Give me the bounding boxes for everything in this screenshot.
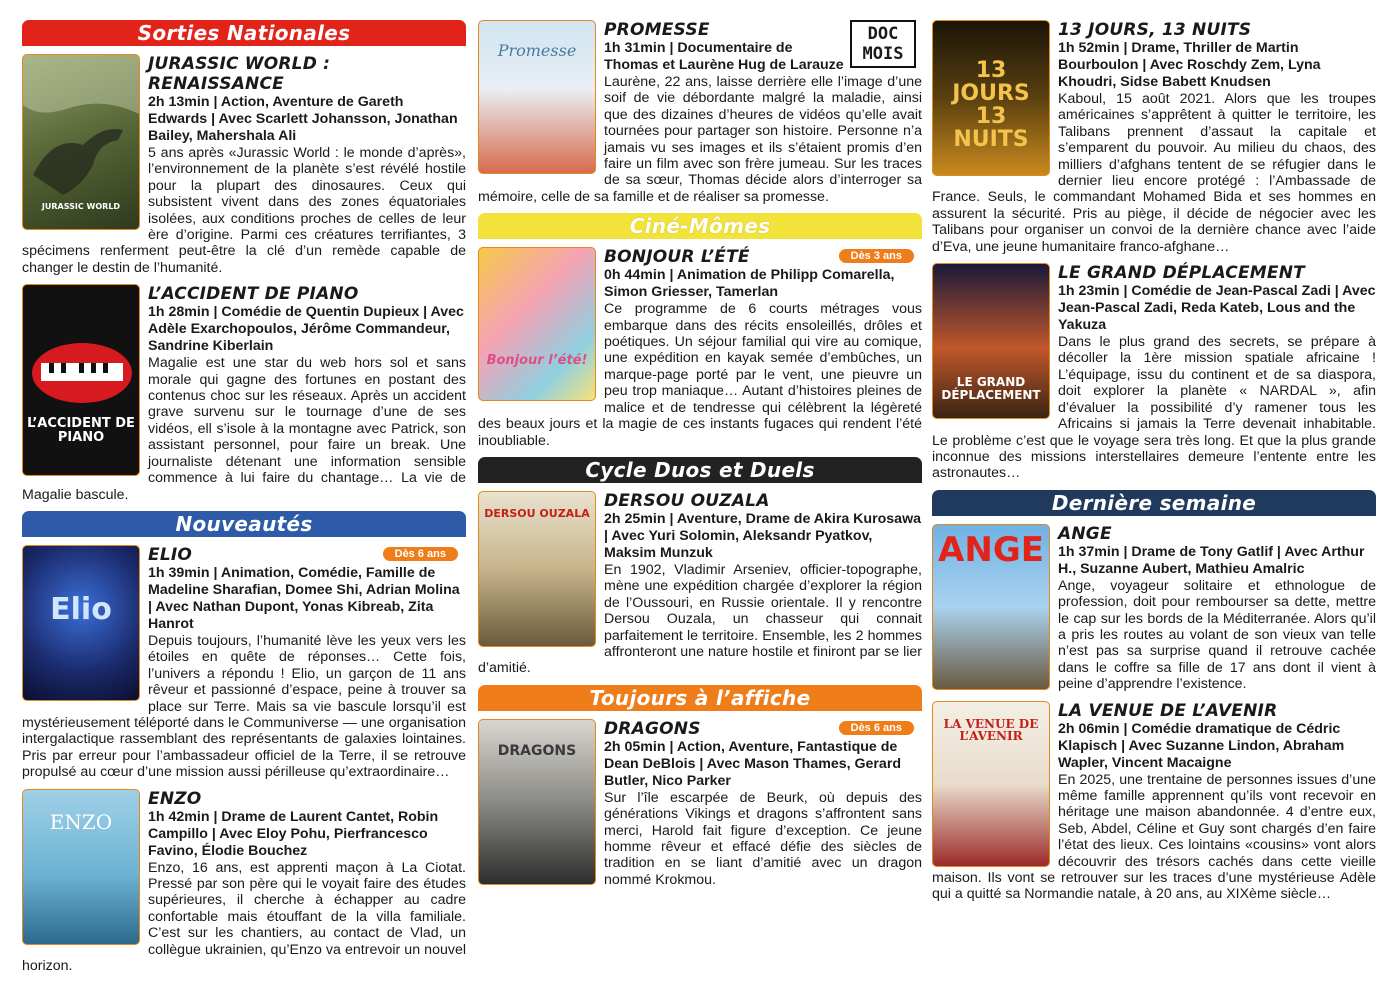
movie-meta: 1h 23min | Comédie de Jean-Pascal Zadi | Avec Jean-Pascal Zadi, Reda Kateb, Lous and the Yakuza — [1058, 283, 1376, 334]
movie-title: DERSOU OUZALA — [604, 490, 770, 511]
poster-jurassic — [22, 54, 140, 230]
movie-synopsis: Kaboul, 15 août 2021. Alors que les troupes américaines s’apprêtent à quitter le territoire, les Talibans prennent d’assaut la capitale et s’emparent du pouvoir. Au milieu du chaos, des milliers d’afghans tentent de se réfugier dans le dernier lieu encore protégé : l’Ambassade de France. Seuls, le commandant Mohamed Bida et ses hommes en assurent la sécurité. Pris au piège, il décide de négocier avec les Talibans pour organiser un convoi de la dernière chance avec l’aide d’Eva, une jeune humanitaire franco-afghane… — [932, 91, 1376, 255]
movie-synopsis: En 2025, une trentaine de personnes issues d’une même famille apprennent qu’ils vont recevoir en héritage une maison abandonnée. 4 d’entre eux, Seb, Abdel, Céline et Guy sont chargés d’en faire l’état des lieux. Ces lointains «cousins» vont alors découvrir des trésors cachés dans cette vieille maison. Ils vont se retrouver sur les traces d’une mystérieuse Adèle qui a quitté sa Normandie natale, à 20 ans, au XIXème siècle… — [932, 771, 1376, 903]
movie-dersou — [478, 491, 922, 677]
poster-elio — [22, 545, 140, 701]
movie-synopsis: Depuis toujours, l’humanité lève les yeux vers les étoiles en quête de réponses… Cette fois, l’univers a répondu ! Elio, un garçon de 11 ans rêveur et passionné d’espace, peine à trouver sa place sur Terre. Mais sa vie bascule lorsqu’il est mystérieusement téléporté dans le Communiverse — une organisation intergalactique rassemblant des représentants de galaxies lointaines. Pris par erreur pour l’ambassadeur officiel de la Terre, il se retrouve propulsé au cœur d’une mission aussi périlleuse qu’extraordinaire… — [22, 632, 466, 781]
movie-title: BONJOUR L’ÉTÉ — [604, 247, 750, 268]
poster-13jours — [932, 20, 1050, 176]
age-badge: Dès 3 ans — [839, 249, 914, 263]
movie-title: ENZO — [148, 788, 202, 809]
poster-title: ENZO — [49, 809, 113, 834]
poster-dersou — [478, 491, 596, 647]
age-badge: Dès 6 ans — [839, 721, 914, 735]
movie-title: ELIO — [148, 544, 193, 565]
movie-jurassic — [22, 54, 466, 276]
movie-piano — [22, 284, 466, 503]
column-right — [932, 20, 1376, 911]
poster-bonjour — [478, 247, 596, 401]
poster-title: LA VENUE DE L’AVENIR — [943, 716, 1039, 744]
poster-title: DERSOU OUZALA — [484, 506, 590, 520]
poster-title: Elio — [50, 591, 112, 627]
movie-meta: 1h 52min | Drame, Thriller de Martin Bourboulon | Avec Roschdy Zem, Lyna Khoudri, Sidse Babett Knudsen — [1058, 40, 1321, 90]
section-banner-cinememes: Ciné-Mômes — [478, 213, 922, 239]
age-badge: Dès 6 ans — [383, 547, 458, 561]
poster-title: JURASSIC WORLD — [41, 201, 121, 211]
movie-promesse — [478, 20, 922, 205]
movie-enzo — [22, 789, 466, 975]
movie-venue — [932, 701, 1376, 903]
section-banner-cycle: Cycle Duos et Duels — [478, 457, 922, 483]
movie-synopsis: En 1902, Vladimir Arseniev, officier-topographe, mène une expédition chargée d’explorer la région de l’Oussouri, en Russie orientale. Il y rencontre Dersou Ouzala, un chasseur qui connait parfaitement le territoire. Ensemble, les 2 hommes affronteront une nature hostile et finiront par se lier d’amitié. — [478, 561, 922, 677]
poster-promesse — [478, 20, 596, 174]
movie-title: LE GRAND DÉPLACEMENT — [1058, 263, 1305, 284]
poster-piano — [22, 284, 140, 476]
movie-title: LA VENUE DE L’AVENIR — [1058, 700, 1278, 721]
movie-meta: 1h 31min | Documentaire de Thomas et Laurène Hug de Larauze — [604, 40, 844, 73]
movie-synopsis: Enzo, 16 ans, est apprenti maçon à La Ciotat. Pressé par son père qui le voyait faire des études supérieures, il cherche à échapper au cadre confortable mais étouffant de la villa familiale. C’est sur les chantiers, au contact de Vlad, un collègue ukrainien, qu’Enzo va entrevoir un nouvel horizon. — [22, 859, 466, 974]
poster-title: 13 JOURS 13 NUITS — [952, 58, 1030, 153]
movie-meta: 1h 37min | Drame de Tony Gatlif | Avec Arthur H., Suzanne Aubert, Mathieu Amalric — [1058, 543, 1365, 577]
movie-title: DRAGONS — [604, 718, 701, 739]
poster-title: L’ACCIDENT DE PIANO — [27, 416, 135, 445]
movie-ange — [932, 524, 1376, 693]
poster-title: LE GRAND DÉPLACEMENT — [941, 375, 1041, 402]
section-banner-derniere: Dernière semaine — [932, 490, 1376, 516]
movie-title: L’ACCIDENT DE PIANO — [148, 284, 359, 305]
poster-ange — [932, 524, 1050, 690]
movie-synopsis: Laurène, 22 ans, laisse derrière elle l’image d’une soif de vie débordante malgré la maladie, ainsi que des dizaines d’heures de vidéos qu’elle avait tournées pour partager son histoire. Personne n’a jamais vu ses images et ils s’étaient promis d’en faire un film avec son frère jumeau. Sur les traces de sa sœur, Thomas décide alors d’interroger sa mémoire, celle de sa famille et de réaliser sa promesse. — [478, 74, 922, 205]
doc-du-mois-logo — [850, 20, 916, 68]
movie-meta: 0h 44min | Animation de Philipp Comarella, Simon Griesser, Tamerlan — [604, 267, 895, 301]
movie-synopsis: Magalie est une star du web hors sol et sans morale qui gagne des fortunes en postant des contenus choc sur les réseaux. Après un accident grave survenu sur le tournage d’une de ses vidéos, ell s’isole à la montagne avec Patrick, son assistant personnel, pour faire un break. Une journaliste détenant une information sensible commence à lui faire du chantage… La vie de Magalie bascule. — [22, 355, 466, 503]
poster-venue — [932, 701, 1050, 867]
poster-title: ANGE — [938, 529, 1044, 570]
movie-synopsis: Ange, voyageur solitaire et ethnologue de profession, doit pour rembourser sa dette, mettre le cap sur les bords de la Méditerranée. Alors qu’il a pris les routes au volant de son vieux van telle n’est pas sa surprise quand il retrouve cachée dans le coffre sa fille de 17 ans dont il vient à peine d’apprendre l’existence. — [1058, 577, 1376, 693]
movie-meta: 2h 05min | Action, Aventure, Fantastique de Dean DeBlois | Avec Mason Thames, Gerard Butler, Nico Parker — [604, 738, 902, 789]
movie-elio — [22, 545, 466, 781]
piano-mouth-icon — [23, 285, 140, 476]
column-middle — [478, 20, 922, 896]
movie-synopsis: Dans le plus grand des secrets, se prépare à décoller la 1ère mission spatiale africaine ! L’équipage, issu du continent et de sa diaspora, doit explorer la planète « NARDAL », afin d’évaluer la possibilité d’y ramener tous les Africains si jamais la Terre devenait inhabitable. Le problème c’est que le voyage sera très long. Et que la plus grande inconnue des missions interstellaires demeure l’entente entre les astronautes… — [932, 334, 1376, 482]
movie-13jours — [932, 20, 1376, 255]
poster-title: Promesse — [497, 41, 577, 60]
poster-dragons — [478, 719, 596, 885]
movie-bonjour — [478, 247, 922, 449]
movie-meta: 1h 39min | Animation, Comédie, Famille de Madeline Sharafian, Domee Shi, Adrian Molina | Avec Nathan Dupont, Yonas Kibreab, Zita Hanrot — [148, 564, 460, 632]
movie-meta: 2h 13min | Action, Aventure de Gareth Edwards | Avec Scarlett Johansson, Jonathan Bailey, Mahershala Ali — [148, 94, 458, 144]
movie-title: JURASSIC WORLD : RENAISSANCE — [148, 54, 331, 94]
poster-deplacement — [932, 263, 1050, 419]
movie-meta: 1h 28min | Comédie de Quentin Dupieux | Avec Adèle Exarchopoulos, Jérôme Commandeur, Sandrine Kiberlain — [148, 304, 464, 355]
poster-title: DRAGONS — [497, 742, 577, 759]
logo-line: DOC — [867, 24, 899, 44]
movie-synopsis: Sur l’île escarpée de Beurk, où depuis des générations Vikings et dragons s’affrontent sans merci, Harold fait figure d’exception. Ce jeune homme rêveur et effacé défie des siècles de tradition en se liant d’amitié avec un dragon nommé Krokmou. — [604, 789, 922, 888]
poster-title: Bonjour l’été! — [486, 353, 588, 369]
movie-meta: 2h 25min | Aventure, Drame de Akira Kurosawa | Avec Yuri Solomin, Aleksandr Pyatkov, Maksim Munzuk — [604, 510, 921, 561]
section-banner-affiche: Toujours à l’affiche — [478, 685, 922, 711]
poster-enzo — [22, 789, 140, 945]
movie-title: 13 JOURS, 13 NUITS — [1058, 20, 1252, 40]
movie-title: PROMESSE — [604, 20, 710, 40]
movie-synopsis: 5 ans après «Jurassic World : le monde d’après», l’environnement de la planète s’est révélé hostile pour la plupart des dinosaures. Ceux qui subsistent vivent dans des zones équatoriales isolées, aux conditions proches de celles de leur ère d’origine. Parmi ces créatures terrifiantes, 3 spécimens renferment peut-être la clé d’un remède capable de changer le destin de l’humanité. — [22, 145, 466, 276]
movie-synopsis: Ce programme de 6 courts métrages vous embarque dans des récits ensoleillés, drôles et poétiques. Un séjour familial qui vire au comique, une expédition en kayak semée d’embûches, un marque-page porté par le vent, une pieuvre un peu trop maniaque… Autant d’histoires pleines de malice et de tendresse qui célèbrent la légèreté des beaux jours et la magie de ces instants fugaces qui rendent l’été inoubliable. — [478, 301, 922, 449]
movie-deplacement — [932, 263, 1376, 482]
movie-meta: 2h 06min | Comédie dramatique de Cédric Klapisch | Avec Suzanne Lindon, Abraham Wapler, Vincent Macaigne — [1058, 720, 1345, 771]
movie-title: ANGE — [1058, 523, 1112, 544]
column-left — [22, 20, 466, 982]
logo-line: MOIS — [862, 44, 904, 64]
movie-meta: 1h 42min | Drame de Laurent Cantet, Robin Campillo | Avec Eloy Pohu, Pierfrancesco Favino, Élodie Bouchez — [148, 808, 439, 859]
movie-dragons — [478, 719, 922, 888]
section-banner-sorties: Sorties Nationales — [22, 20, 466, 46]
section-banner-nouveautes: Nouveautés — [22, 511, 466, 537]
